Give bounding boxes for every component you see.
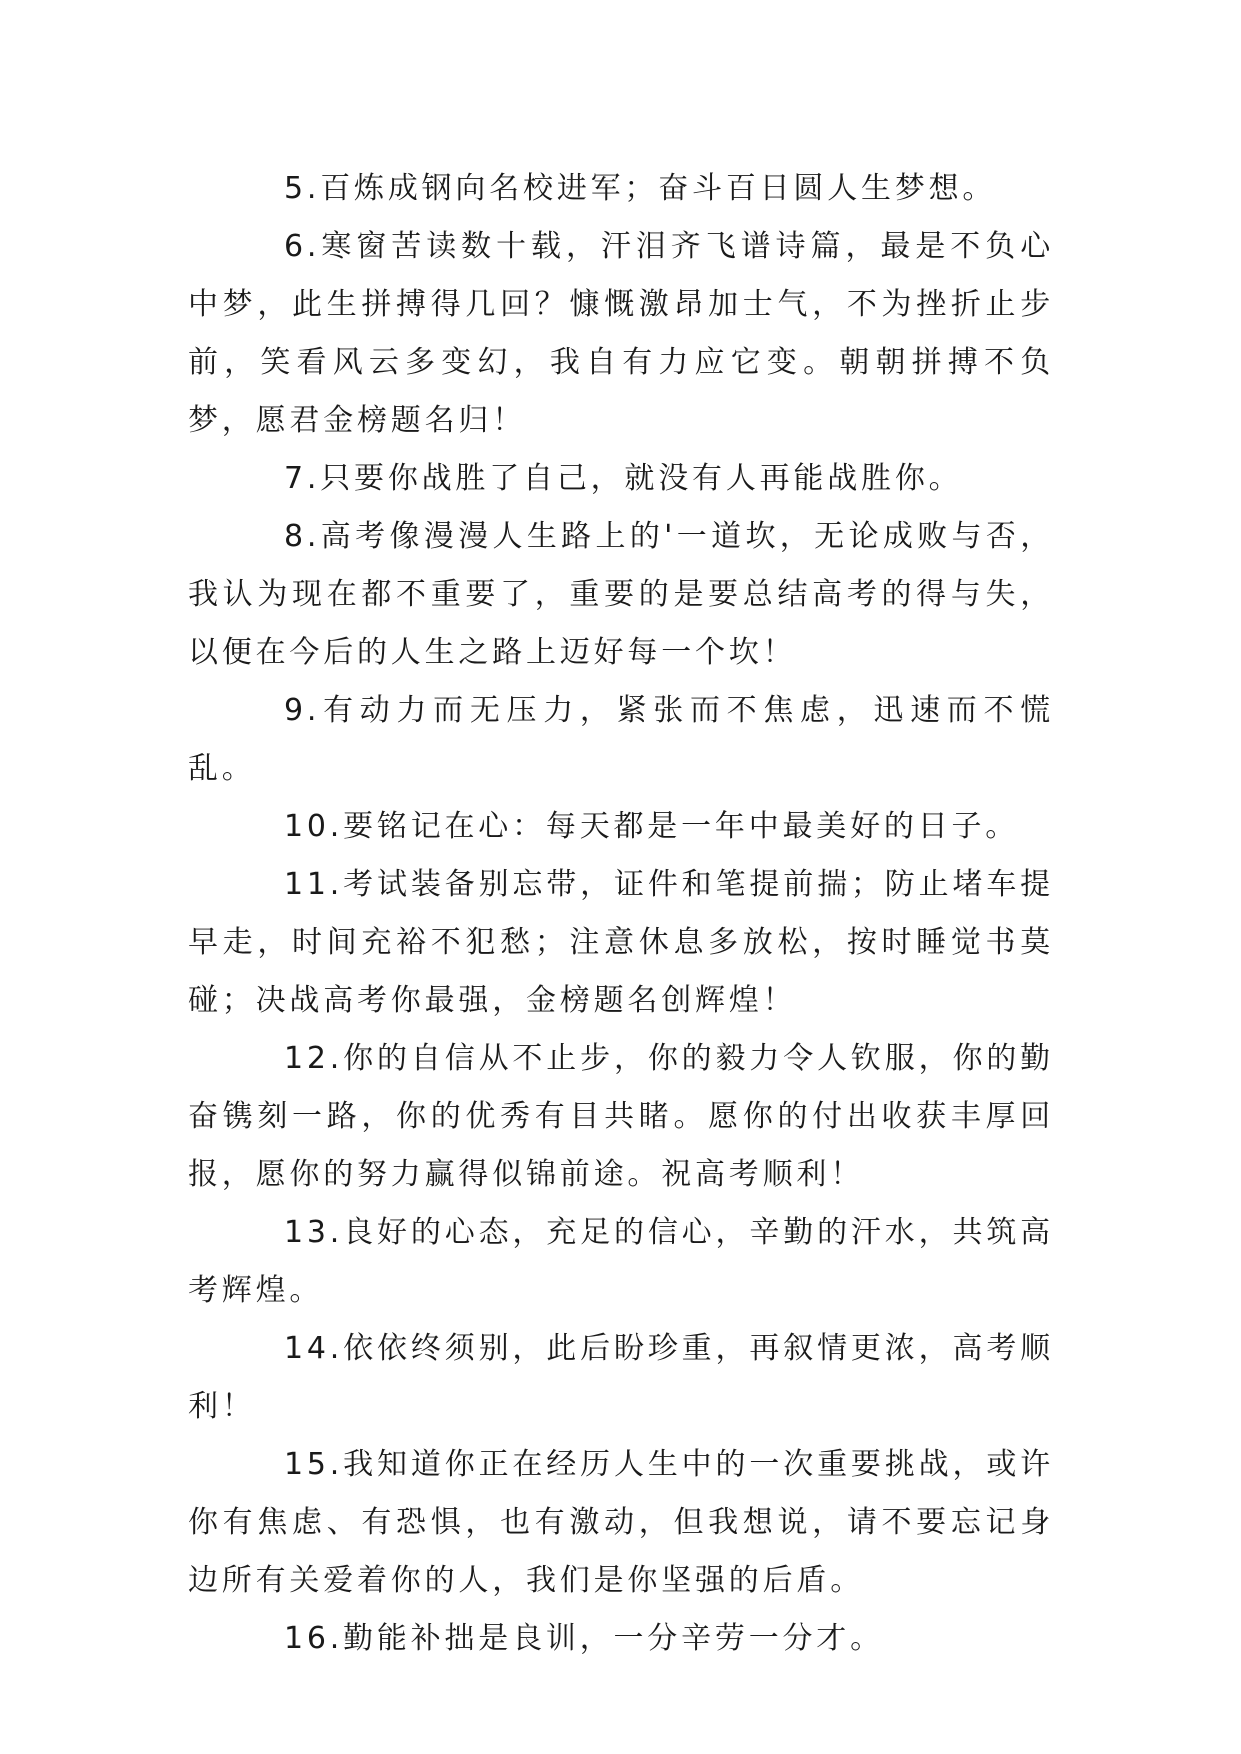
document-body	[188, 160, 1054, 1668]
paragraph-7: 7.只要你战胜了自己，就没有人再能战胜你。	[284, 461, 963, 496]
paragraph-16: 16.勤能补拙是良训，一分辛劳一分才。	[284, 1621, 884, 1656]
paragraph-8: 8.高考像漫漫人生路上的'一道坎，无论成败与否，我认为现在都不重要了，重要的是要总结高考的得与失，以便在今后的人生之路上迈好每一个坎！	[188, 519, 1054, 670]
paragraph-14: 14.依依终须别，此后盼珍重，再叙情更浓，高考顺利！	[188, 1331, 1054, 1424]
paragraph-9: 9.有动力而无压力，紧张而不焦虑，迅速而不慌乱。	[188, 693, 1054, 786]
paragraph-5: 5.百炼成钢向名校进军；奋斗百日圆人生梦想。	[284, 171, 997, 206]
paragraph-6: 6.寒窗苦读数十载，汗泪齐飞谱诗篇，最是不负心中梦，此生拼搏得几回？慷慨激昂加士气，不为挫折止步前，笑看风云多变幻，我自有力应它变。朝朝拼搏不负梦，愿君金榜题名归！	[188, 229, 1054, 438]
paragraph-13: 13.良好的心态，充足的信心，辛勤的汗水，共筑高考辉煌。	[188, 1215, 1054, 1308]
paragraph-11: 11.考试装备别忘带，证件和笔提前揣；防止堵车提早走，时间充裕不犯愁；注意休息多放松，按时睡觉书莫碰；决战高考你最强，金榜题名创辉煌！	[188, 867, 1054, 1018]
paragraph-12: 12.你的自信从不止步，你的毅力令人钦服，你的勤奋镌刻一路，你的优秀有目共睹。愿你的付出收获丰厚回报，愿你的努力赢得似锦前途。祝高考顺利！	[188, 1041, 1054, 1192]
paragraph-15: 15.我知道你正在经历人生中的一次重要挑战，或许你有焦虑、有恐惧，也有激动，但我想说，请不要忘记身边所有关爱着你的人，我们是你坚强的后盾。	[188, 1447, 1054, 1598]
paragraph-10: 10.要铭记在心：每天都是一年中最美好的日子。	[284, 809, 1020, 844]
